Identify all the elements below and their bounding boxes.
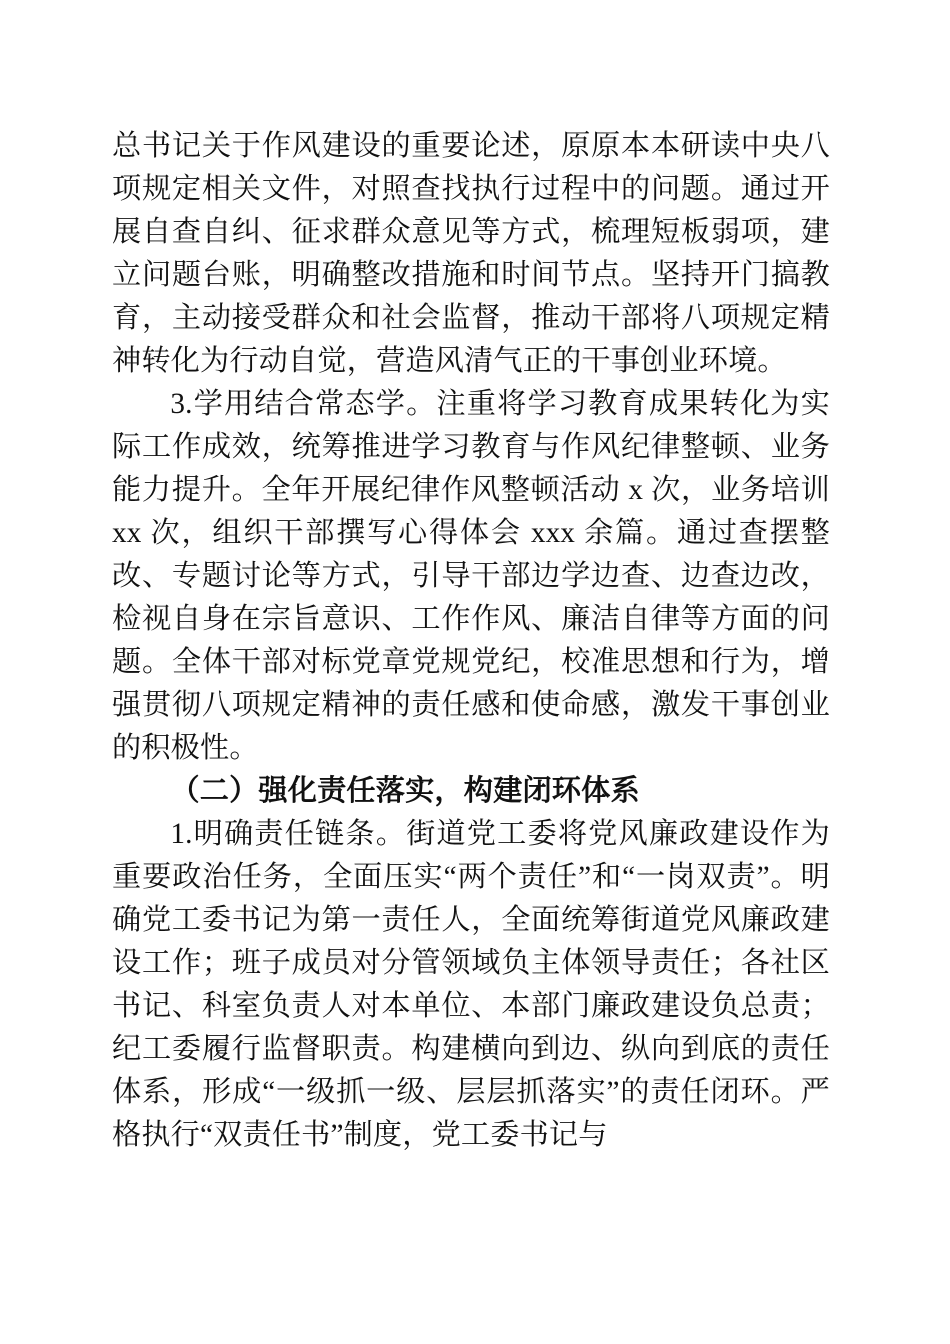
paragraph-item-1-responsibility-chain: 1.明确责任链条。街道党工委将党风廉政建设作为重要政治任务，全面压实“两个责任”和“一岗双责”。明确党工委书记为第一责任人，全面统筹街道党风廉政建设工作；班子成员对分管领域负主体领导责任；各社区书记、科室负责人对本单位、本部门廉政建设负总责；纪工委履行监督职责。构建横向到边、纵向到底的责任体系，形成“一级抓一级、层层抓落实”的责任闭环。严格执行“双责任书”制度，党工委书记与 [112,818,830,1151]
paragraph-continued: 总书记关于作风建设的重要论述，原原本本研读中央八项规定相关文件，对照查找执行过程中的问题。通过开展自查自纠、征求群众意见等方式，梳理短板弱项，建立问题台账，明确整改措施和时间节点。坚持开门搞教育，主动接受群众和社会监督，推动干部将八项规定精神转化为行动自觉，营造风清气正的干事创业环境。 [112,130,830,377]
document-text-body [112,125,830,1157]
paragraph-item-3-study-application: 3.学用结合常态学。注重将学习教育成果转化为实际工作成效，统筹推进学习教育与作风纪律整顿、业务能力提升。全年开展纪律作风整顿活动 x 次，业务培训 xx 次，组织干部撰写心得体会 xxx 余篇。通过查摆整改、专题讨论等方式，引导干部边学边查、边查边改，检视自身在宗旨意识、工作作风、廉洁自律等方面的问题。全体干部对标党章党规党纪，校准思想和行为，增强贯彻八项规定精神的责任感和使命感，激发干事创业的积极性。 [112,388,830,764]
section-heading-two: （二）强化责任落实，构建闭环体系 [170,775,640,807]
